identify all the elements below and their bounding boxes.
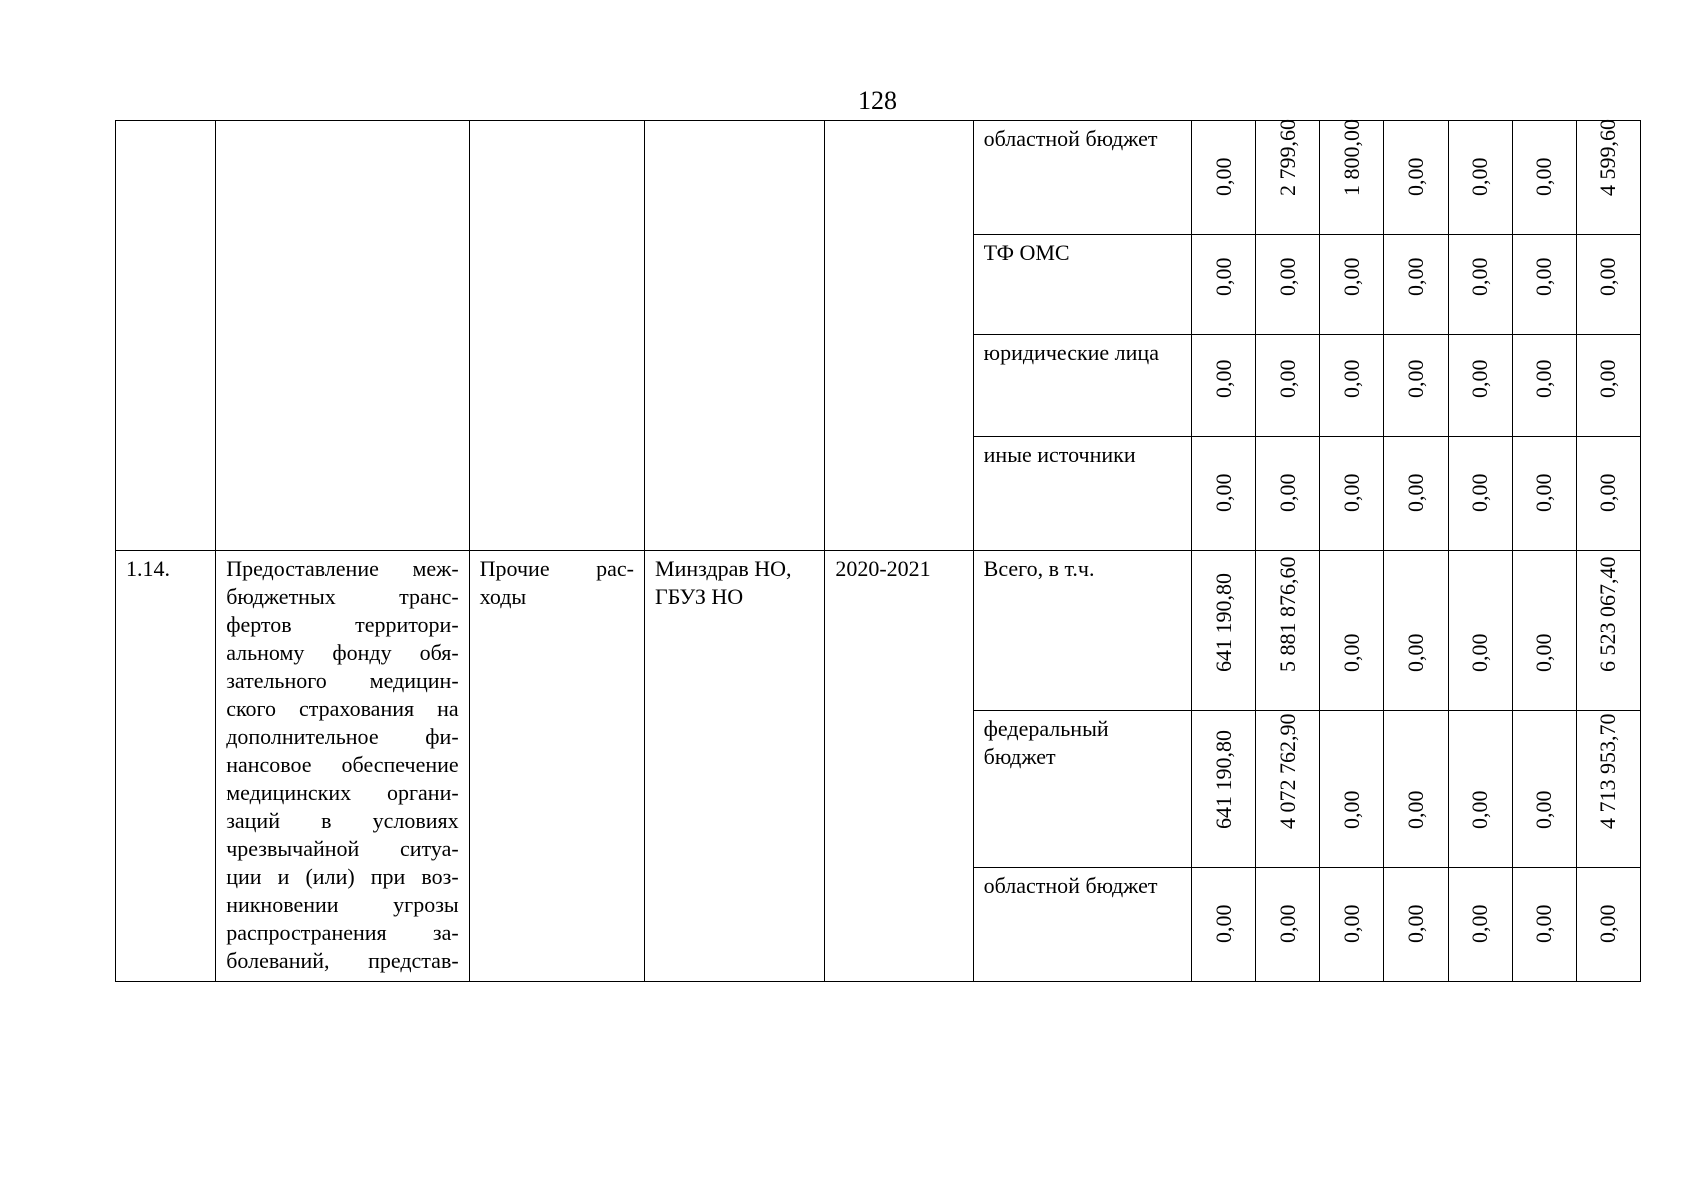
- total-value: 0,00: [1595, 473, 1621, 512]
- value-cell: [1320, 437, 1384, 551]
- value: 0,00: [1403, 904, 1428, 943]
- value-cell: [1256, 335, 1320, 437]
- funding-source-line: Всего, в т.ч.: [983, 556, 1095, 581]
- funding-source-cell: [973, 711, 1191, 868]
- value: 5 881 876,60: [1274, 556, 1300, 672]
- value: 0,00: [1210, 157, 1236, 196]
- funding-table: [115, 120, 1641, 982]
- value-cell: [1320, 121, 1384, 235]
- value: 1 800,00: [1338, 119, 1364, 196]
- value-cell: [1448, 437, 1512, 551]
- value-cell: [1448, 868, 1512, 982]
- value-cell: [1448, 335, 1512, 437]
- value-cell: [1192, 335, 1256, 437]
- value: 0,00: [1210, 257, 1236, 296]
- description-line: фертов территори-: [226, 612, 459, 637]
- value-cell: [1448, 235, 1512, 335]
- description-line: альному фонду обя-: [226, 640, 459, 665]
- description-line: дополнительное фи-: [226, 724, 459, 749]
- value: 0,00: [1210, 904, 1236, 943]
- description-line: ции и (или) при воз-: [226, 864, 459, 889]
- value-cell: [1384, 437, 1448, 551]
- value-cell: [1320, 868, 1384, 982]
- value-cell: [1320, 711, 1384, 868]
- expense-type-line: ходы: [479, 584, 527, 609]
- total-value-cell: [1576, 235, 1640, 335]
- value: 0,00: [1531, 633, 1557, 672]
- value-cell: [1192, 868, 1256, 982]
- item-number: 1.14.: [126, 556, 170, 581]
- value: 0,00: [1274, 359, 1300, 398]
- value-cell: [1192, 711, 1256, 868]
- value: 0,00: [1338, 790, 1364, 829]
- description-line: заций в условиях: [226, 808, 459, 833]
- value: 0,00: [1338, 473, 1364, 512]
- value-cell: [1512, 235, 1576, 335]
- value-cell: [1192, 437, 1256, 551]
- value-cell: [1256, 437, 1320, 551]
- value: 0,00: [1467, 633, 1493, 672]
- description-line: нансовое обеспечение: [226, 752, 459, 777]
- total-value: 4 713 953,70: [1595, 713, 1621, 829]
- executor: [645, 551, 824, 615]
- value-cell: [1448, 121, 1512, 235]
- value-cell: [1384, 235, 1448, 335]
- value: 0,00: [1467, 904, 1493, 943]
- funding-source-label: [974, 711, 1191, 775]
- description-line: медицинских органи-: [226, 780, 459, 805]
- value: 641 190,80: [1210, 730, 1236, 829]
- funding-source-label: ТФ ОМС: [983, 240, 1070, 265]
- total-value: 6 523 067,40: [1595, 556, 1621, 672]
- value: 0,00: [1403, 359, 1428, 398]
- description-line: болеваний, представ-: [226, 948, 459, 973]
- value: 0,00: [1531, 359, 1557, 398]
- table-row: [116, 121, 1641, 235]
- page-number: 128: [858, 86, 897, 115]
- period-cell: [825, 551, 973, 982]
- funding-source-cell: [973, 868, 1191, 982]
- expense-type-cell-empty: [469, 121, 644, 551]
- total-value: 0,00: [1595, 359, 1621, 398]
- total-value-cell: [1576, 868, 1640, 982]
- value: 0,00: [1467, 473, 1493, 512]
- item-description: [216, 551, 468, 979]
- value-cell: [1512, 868, 1576, 982]
- total-value-cell: [1576, 335, 1640, 437]
- item-description-cell: [216, 551, 469, 982]
- description-line: чрезвычайной ситуа-: [226, 836, 459, 861]
- period: 2020-2021: [835, 556, 931, 581]
- funding-source-label: юридические лица: [983, 340, 1159, 365]
- value: 0,00: [1467, 157, 1493, 196]
- executor-line: Минздрав НО,: [655, 556, 792, 581]
- value-cell: [1192, 235, 1256, 335]
- funding-source-line: федеральный: [983, 716, 1109, 741]
- description-line: ского страхования на: [226, 696, 459, 721]
- total-value: 0,00: [1595, 257, 1621, 296]
- value: 4 072 762,90: [1274, 713, 1300, 829]
- value: 0,00: [1531, 473, 1557, 512]
- value-cell: [1384, 711, 1448, 868]
- value-cell: [1512, 437, 1576, 551]
- number-cell-empty: [116, 121, 216, 551]
- value: 0,00: [1467, 257, 1493, 296]
- description-line: распространения за-: [226, 920, 459, 945]
- value-cell: [1256, 121, 1320, 235]
- table-row: [116, 551, 1641, 711]
- total-value-cell: [1576, 551, 1640, 711]
- value-cell: [1320, 335, 1384, 437]
- funding-source-line: бюджет: [983, 744, 1056, 769]
- funding-source-cell: [973, 437, 1191, 551]
- funding-source-label: иные источники: [983, 442, 1136, 467]
- funding-source-cell: [973, 335, 1191, 437]
- value: 0,00: [1274, 473, 1300, 512]
- value: 0,00: [1403, 633, 1428, 672]
- value-cell: [1384, 868, 1448, 982]
- item-number-cell: [116, 551, 216, 982]
- value-cell: [1256, 711, 1320, 868]
- value: 0,00: [1531, 790, 1557, 829]
- period-cell-empty: [825, 121, 973, 551]
- total-value-cell: [1576, 711, 1640, 868]
- total-value-cell: [1576, 121, 1640, 235]
- value: 0,00: [1467, 790, 1493, 829]
- total-value: 0,00: [1595, 904, 1621, 943]
- value-cell: [1256, 235, 1320, 335]
- value-cell: [1256, 868, 1320, 982]
- value: 641 190,80: [1210, 573, 1236, 672]
- funding-source-cell: [973, 121, 1191, 235]
- value-cell: [1448, 551, 1512, 711]
- funding-source-label: [974, 868, 1191, 904]
- total-value: 4 599,60: [1595, 119, 1621, 196]
- value: 0,00: [1467, 359, 1493, 398]
- value-cell: [1512, 551, 1576, 711]
- value: 0,00: [1210, 359, 1236, 398]
- value: 0,00: [1403, 157, 1428, 196]
- value-cell: [1192, 551, 1256, 711]
- executor-line: ГБУЗ НО: [655, 584, 744, 609]
- value: 2 799,60: [1274, 119, 1300, 196]
- value-cell: [1448, 711, 1512, 868]
- value-cell: [1384, 551, 1448, 711]
- value: 0,00: [1274, 257, 1300, 296]
- value-cell: [1384, 121, 1448, 235]
- value-cell: [1512, 335, 1576, 437]
- value-cell: [1320, 235, 1384, 335]
- funding-source-cell: [973, 551, 1191, 711]
- value-cell: [1192, 121, 1256, 235]
- value-cell: [1320, 551, 1384, 711]
- description-line: бюджетных транс-: [226, 584, 459, 609]
- value: 0,00: [1338, 257, 1364, 296]
- funding-source-line: областной бюджет: [983, 873, 1158, 898]
- expense-type: [470, 551, 644, 615]
- value-cell: [1384, 335, 1448, 437]
- value-cell: [1256, 551, 1320, 711]
- value: 0,00: [1531, 257, 1557, 296]
- value-cell: [1512, 121, 1576, 235]
- description-line: никновении угрозы: [226, 892, 459, 917]
- value: 0,00: [1338, 904, 1364, 943]
- total-value-cell: [1576, 437, 1640, 551]
- value: 0,00: [1338, 359, 1364, 398]
- executor-cell: [645, 551, 825, 982]
- value: 0,00: [1531, 904, 1557, 943]
- funding-source-label: [974, 551, 1191, 587]
- value-cell: [1512, 711, 1576, 868]
- funding-source-label: областной бюджет: [983, 126, 1158, 151]
- value: 0,00: [1403, 790, 1428, 829]
- description-line: Предоставление меж-: [226, 556, 459, 581]
- funding-source-cell: [973, 235, 1191, 335]
- expense-type-cell: [469, 551, 644, 982]
- value: 0,00: [1210, 473, 1236, 512]
- value: 0,00: [1403, 257, 1428, 296]
- executor-cell-empty: [645, 121, 825, 551]
- value: 0,00: [1274, 904, 1300, 943]
- description-cell-empty: [216, 121, 469, 551]
- expense-type-line: Прочие рас-: [479, 556, 635, 581]
- description-line: зательного медицин-: [226, 668, 459, 693]
- value: 0,00: [1403, 473, 1428, 512]
- value: 0,00: [1531, 157, 1557, 196]
- value: 0,00: [1338, 633, 1364, 672]
